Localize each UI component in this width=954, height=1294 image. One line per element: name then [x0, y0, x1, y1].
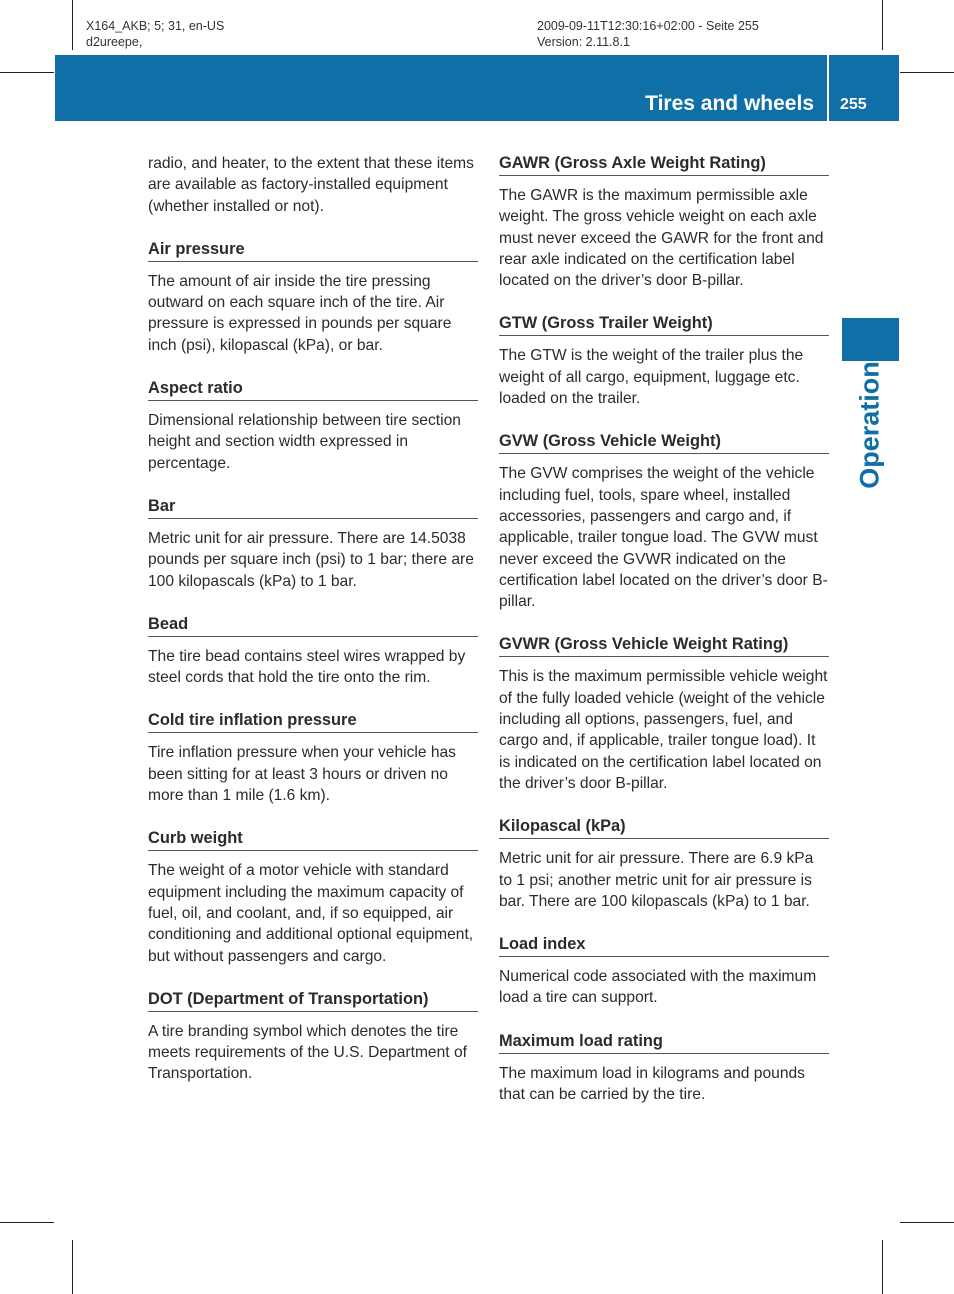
- side-tab-marker: [842, 318, 899, 361]
- glossary-entry: [499, 816, 829, 912]
- entry-heading: GVW (Gross Vehicle Weight): [499, 431, 829, 454]
- entry-body: The weight of a motor vehicle with standard equipment including the maximum capacity of fuel, oil, and coolant, and, if so equipped, air conditioning and additional optional equipment, but without passengers and cargo.: [148, 862, 474, 965]
- entry-heading: Curb weight: [148, 828, 478, 851]
- glossary-entry: [499, 153, 829, 291]
- entry-heading: DOT (Department of Transportation): [148, 989, 478, 1012]
- print-meta-left: [86, 18, 224, 50]
- entry-heading: Aspect ratio: [148, 378, 478, 401]
- glossary-entry: [148, 828, 478, 966]
- entry-body: The amount of air inside the tire pressing outward on each square inch of the tire. Air pressure is expressed in pounds per square inch (psi), kilopascal (kPa), or bar.: [148, 272, 452, 354]
- print-meta-right: [537, 18, 759, 50]
- header-bar: [55, 55, 899, 121]
- glossary-entry: [148, 239, 478, 356]
- entry-heading: Maximum load rating: [499, 1031, 829, 1054]
- entry-body: The GTW is the weight of the trailer plus the weight of all cargo, equipment, luggage etc. loaded on the trailer.: [499, 347, 804, 408]
- meta-line: 2009-09-11T12:30:16+02:00 - Seite 255: [537, 19, 759, 33]
- glossary-entry: [148, 496, 478, 592]
- glossary-entry: [148, 710, 478, 806]
- crop-mark: [72, 0, 73, 50]
- entry-heading: Kilopascal (kPa): [499, 816, 829, 839]
- entry-heading: Load index: [499, 934, 829, 957]
- glossary-entry: [499, 431, 829, 612]
- crop-mark: [72, 1240, 73, 1294]
- glossary-entry: [499, 634, 829, 794]
- crop-mark: [882, 1240, 883, 1294]
- crop-mark: [0, 1222, 54, 1223]
- meta-line: X164_AKB; 5; 31, en-US: [86, 19, 225, 33]
- glossary-entry: [499, 934, 829, 1009]
- entry-heading: Bead: [148, 614, 478, 637]
- entry-heading: Cold tire inflation pressure: [148, 710, 478, 733]
- crop-mark: [900, 72, 954, 73]
- entry-body: The GVW comprises the weight of the vehicle including fuel, tools, spare wheel, installed accessories, passengers and cargo and, if applicable, trailer tongue load. The GVW must never exceed the GVWR indicated on the certification label located on the driver’s door B-pillar.: [499, 465, 828, 611]
- entry-body: The GAWR is the maximum permissible axle weight. The gross vehicle weight on each axle must never exceed the GAWR for the front and rear axle indicated on the certification label located on the driver’s door B-pillar.: [499, 187, 824, 290]
- meta-line: d2ureepe,: [86, 35, 143, 49]
- entry-body: Metric unit for air pressure. There are 14.5038 pounds per square inch (psi) to 1 bar; there are 100 kilopascals (kPa) to 1 bar.: [148, 529, 474, 590]
- crop-mark: [0, 72, 54, 73]
- entry-body: This is the maximum permissible vehicle weight of the fully loaded vehicle (weight of the vehicle including all options, passengers, fuel, and cargo and, if applicable, trailer tongue load). It is indicated on the certification label located on the driver’s door B-pillar.: [499, 668, 828, 792]
- crop-mark: [900, 1222, 954, 1223]
- left-column: [148, 153, 478, 1085]
- glossary-entry: [148, 989, 478, 1085]
- entry-heading: GVWR (Gross Vehicle Weight Rating): [499, 634, 829, 657]
- entry-body: The tire bead contains steel wires wrapped by steel cords that hold the tire onto the rim.: [148, 647, 466, 687]
- entry-heading: Bar: [148, 496, 478, 519]
- header-divider: [827, 55, 829, 121]
- entry-body: Tire inflation pressure when your vehicle has been sitting for at least 3 hours or driven no more than 1 mile (1.6 km).: [148, 744, 456, 805]
- glossary-entry: [499, 313, 829, 409]
- meta-line: Version: 2.11.8.1: [537, 35, 630, 49]
- entry-body: Metric unit for air pressure. There are 6.9 kPa to 1 psi; another metric unit for air pressure is bar. There are 100 kilopascals (kPa) to 1 bar.: [499, 850, 814, 910]
- right-column: [499, 153, 829, 1105]
- page-number: 255: [840, 96, 867, 113]
- glossary-entry: [148, 614, 478, 689]
- entry-body: The maximum load in kilograms and pounds that can be carried by the tire.: [499, 1064, 805, 1104]
- crop-mark: [882, 0, 883, 50]
- entry-body: A tire branding symbol which denotes the tire meets requirements of the U.S. Department of Transportation.: [148, 1022, 467, 1083]
- entry-heading: GAWR (Gross Axle Weight Rating): [499, 153, 829, 176]
- entry-body: Numerical code associated with the maximum load a tire can support.: [499, 968, 817, 1007]
- chapter-title: Tires and wheels: [645, 92, 814, 115]
- intro-text: radio, and heater, to the extent that these items are available as factory-installed equipment (whether installed or not).: [148, 155, 474, 215]
- entry-heading: GTW (Gross Trailer Weight): [499, 313, 829, 336]
- entry-body: Dimensional relationship between tire section height and section width expressed in percentage.: [148, 412, 461, 472]
- side-tab-label: Operation: [854, 361, 885, 489]
- entry-heading: Air pressure: [148, 239, 478, 262]
- glossary-entry: [499, 1031, 829, 1106]
- glossary-entry: [148, 378, 478, 474]
